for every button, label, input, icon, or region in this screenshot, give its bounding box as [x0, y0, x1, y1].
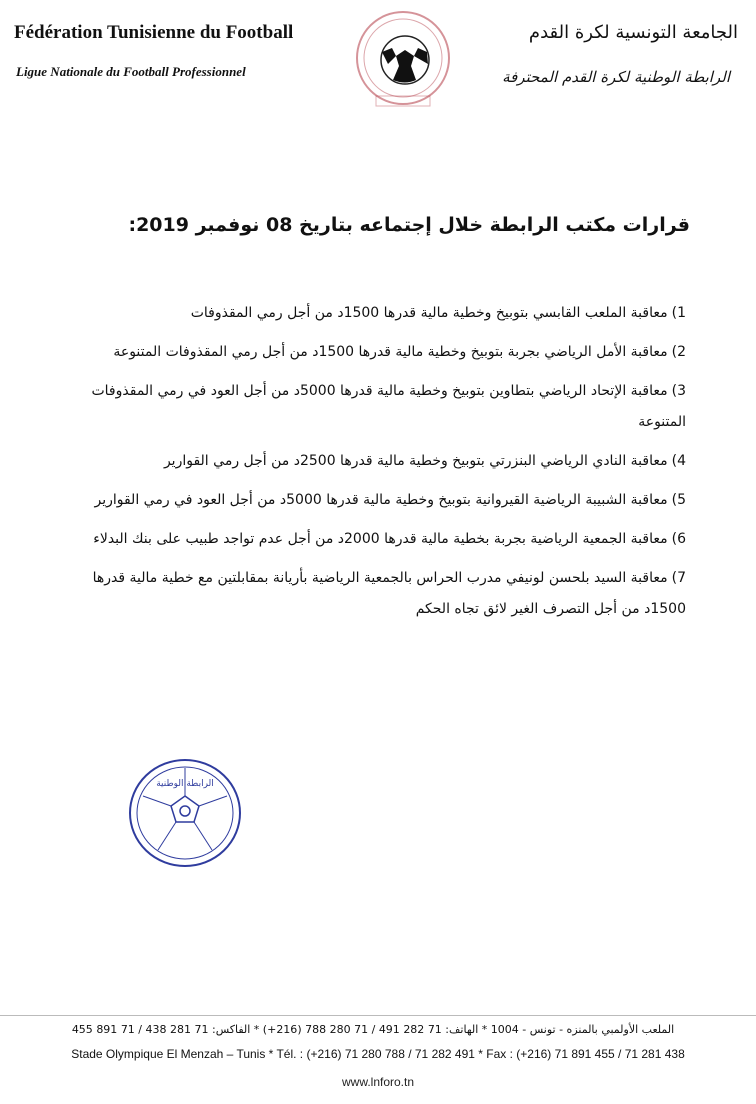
- footer-divider: [0, 1015, 756, 1016]
- list-item: 6)معاقبة الجمعية الرياضية بجربة بخطية مالية قدرها 2000د من أجل عدم تواجد طبيب على بنك البدلاء: [93, 531, 686, 547]
- page-title: قرارات مكتب الرابطة خلال إجتماعه بتاريخ 08 نوفمبر 2019:: [128, 214, 690, 236]
- footer-website-link[interactable]: www.lnforo.tn: [341, 1075, 415, 1089]
- football-emblem-icon: [348, 8, 458, 112]
- stamp-text: الرابطة الوطنية: [156, 779, 214, 789]
- list-item: 1)معاقبة الملعب القابسي بتوبيخ وخطية مالية قدرها 1500د من أجل رمي المقذوفات: [190, 305, 686, 321]
- federation-title-ar: الجامعة التونسية لكرة القدم: [528, 22, 738, 43]
- list-item: 7)معاقبة السيد بلحسن لونيفي مدرب الحراس بالجمعية الرياضية بأريانة بمقابلتين مع خطية مالية قدرها 1500د من أجل التصرف الغير لائق تجاه الحكم: [92, 570, 686, 617]
- list-item: 2)معاقبة الأمل الرياضي بجربة بتوبيخ وخطية مالية قدرها 1500د من أجل رمي المقذوفات المتنوعة: [113, 344, 686, 360]
- list-item: 5)معاقبة الشبيبة الرياضية القيروانية بتوبيخ وخطية مالية قدرها 5000د من أجل العود في رمي القوارير: [94, 492, 686, 508]
- federation-title-fr: Fédération Tunisienne du Football: [14, 22, 294, 43]
- league-subtitle-ar: الرابطة الوطنية لكرة القدم المحترفة: [502, 68, 730, 86]
- footer-address-ar: الملعب الأولمبي بالمنزه - تونس - 1004 * الهاتف: 71 282 491 / 71 280 788 (216+) * الفاكس: 71 281 438 / 71 891 455: [71, 1023, 675, 1036]
- official-stamp-icon: [126, 756, 244, 870]
- list-item: 4)معاقبة النادي الرياضي البنزرتي بتوبيخ وخطية مالية قدرها 2500د من أجل رمي القوارير: [163, 453, 686, 469]
- footer-address-fr: Stade Olympique El Menzah – Tunis * Tél. : (+216) 71 280 788 / 71 282 491 * Fax : (+216) 71 891 455 / 71 281 438: [71, 1047, 685, 1061]
- decisions-list: [86, 298, 686, 633]
- league-subtitle-fr: Ligue Nationale du Football Professionnel: [16, 64, 246, 79]
- list-item: 3)معاقبة الإتحاد الرياضي بتطاوين بتوبيخ وخطية مالية قدرها 5000د من أجل العود في رمي المقذوفات المتنوعة: [91, 383, 686, 430]
